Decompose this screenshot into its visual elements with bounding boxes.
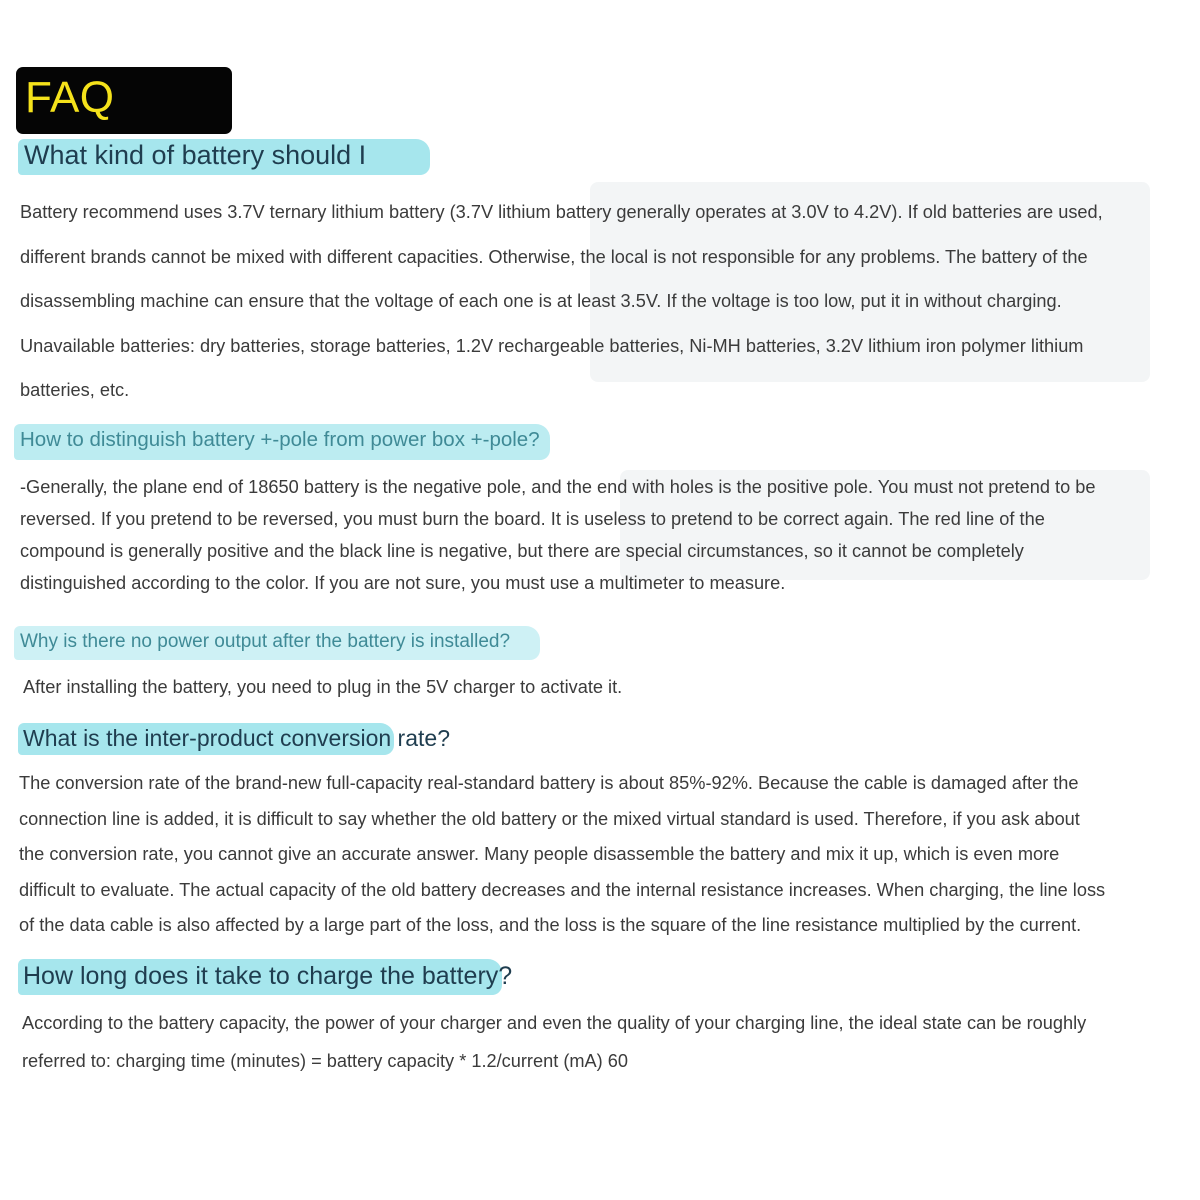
faq-badge-label: FAQ bbox=[25, 73, 115, 122]
answer-line: The conversion rate of the brand-new full-capacity real-standard battery is about 85%-92%. Because the cable is damaged after the bbox=[19, 773, 1079, 793]
question-battery-poles bbox=[20, 426, 540, 454]
answer-line: different brands cannot be mixed with different capacities. Otherwise, the local is not responsible for any problems. The battery of the bbox=[20, 246, 1088, 267]
question-text: What is the inter-product conversion rate? bbox=[23, 725, 450, 751]
question-no-power-output bbox=[20, 629, 510, 655]
answer-line: referred to: charging time (minutes) = battery capacity * 1.2/current (mA) 60 bbox=[22, 1051, 628, 1071]
question-text: What kind of battery should I bbox=[24, 140, 367, 170]
answer-line: After installing the battery, you need to plug in the 5V charger to activate it. bbox=[23, 677, 623, 697]
question-text: How long does it take to charge the battery? bbox=[23, 962, 513, 990]
answer-line: Battery recommend uses 3.7V ternary lithium battery (3.7V lithium battery generally operates at 3.0V to 4.2V). If old batteries are used, bbox=[20, 202, 1103, 222]
answer-battery-poles bbox=[20, 471, 1095, 599]
answer-line: the conversion rate, you cannot give an accurate answer. Many people disassemble the battery and mix it up, which is even more bbox=[19, 844, 1060, 864]
answer-battery-type bbox=[20, 190, 1103, 413]
answer-line: distinguished according to the color. If you are not sure, you must use a multimeter to measure. bbox=[20, 573, 786, 593]
answer-conversion-rate bbox=[19, 766, 1105, 944]
question-charge-time bbox=[23, 959, 512, 993]
answer-line: According to the battery capacity, the power of your charger and even the quality of your charging line, the ideal state can be roughly bbox=[22, 1013, 1087, 1033]
answer-line: -Generally, the plane end of 18650 battery is the negative pole, and the end with holes is the positive pole. You must not pretend to be bbox=[20, 477, 1096, 497]
answer-line: batteries, etc. bbox=[20, 380, 130, 400]
answer-line: of the data cable is also affected by a large part of the loss, and the loss is the square of the line resistance multiplied by the current. bbox=[19, 915, 1082, 935]
answer-charge-time bbox=[22, 1004, 1086, 1080]
answer-line: connection line is added, it is difficult to say whether the old battery or the mixed virtual standard is used. Therefore, if you ask about bbox=[19, 808, 1080, 829]
question-text: Why is there no power output after the battery is installed? bbox=[20, 631, 511, 652]
question-conversion-rate bbox=[23, 722, 450, 754]
faq-badge bbox=[16, 67, 232, 134]
answer-line: difficult to evaluate. The actual capacity of the old battery decreases and the internal resistance increases. When charging, the line loss bbox=[19, 879, 1106, 900]
question-text: How to distinguish battery +-pole from power box +-pole? bbox=[20, 428, 540, 451]
answer-no-power-output bbox=[23, 673, 622, 701]
question-battery-type bbox=[24, 138, 366, 172]
answer-line: Unavailable batteries: dry batteries, storage batteries, 1.2V rechargeable batteries, Ni-MH batteries, 3.2V lithium iron polymer lithium bbox=[20, 335, 1084, 356]
answer-line: disassembling machine can ensure that the voltage of each one is at least 3.5V. If the voltage is too low, put it in without charging. bbox=[20, 291, 1062, 311]
answer-line: reversed. If you pretend to be reversed, you must burn the board. It is useless to pretend to be correct again. The red line of the bbox=[20, 509, 1045, 529]
answer-line: compound is generally positive and the black line is negative, but there are special circumstances, so it cannot be completely bbox=[20, 541, 1024, 561]
